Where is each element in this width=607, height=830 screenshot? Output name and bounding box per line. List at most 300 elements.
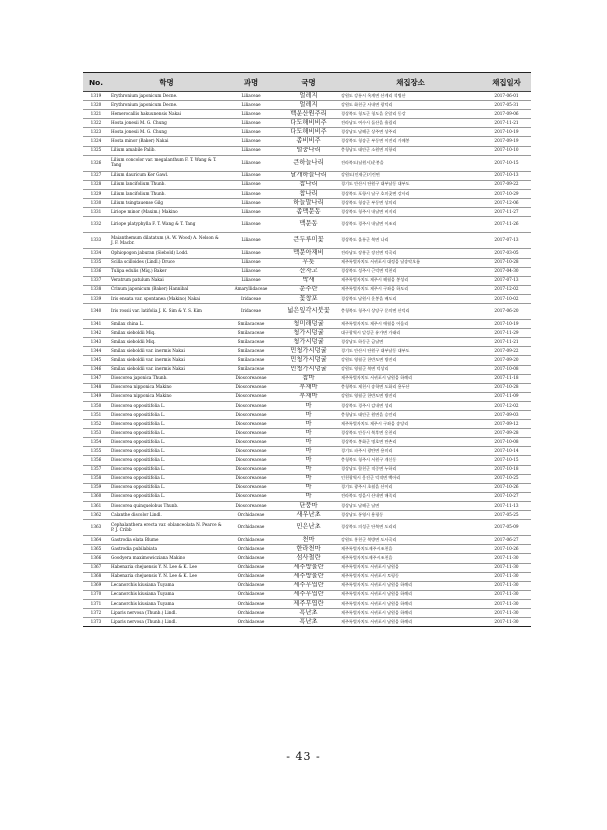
collection-location: 경상북도 청주시 내남면 비지리: [339, 208, 482, 217]
korean-name: 얼레지: [278, 101, 339, 110]
family-name: Orchidaceae: [224, 581, 278, 590]
korean-name: 백운산원추리: [278, 110, 339, 119]
table-row: [83, 276, 531, 285]
family-name: Smilacaceae: [224, 329, 278, 338]
family-name: Orchidaceae: [224, 572, 278, 581]
korean-name: 맥문동: [278, 217, 339, 233]
collection-location: 경기도 파주시 광탄면 용미리: [339, 447, 482, 456]
korean-name: 제주무엽란: [278, 599, 339, 608]
row-number: 1357: [83, 465, 109, 474]
specimen-table-container: [83, 72, 531, 627]
collection-date: 2017-10-28: [482, 383, 531, 392]
family-name: Dioscoreaceae: [224, 474, 278, 483]
family-name: Liliaceae: [224, 119, 278, 128]
korean-name: 넓은잎각시붓꽃: [278, 303, 339, 319]
table-row: [83, 456, 531, 465]
family-name: Smilacaceae: [224, 347, 278, 356]
collection-location: 제주특별자치도 서귀포시 대정읍 남송악오름: [339, 258, 482, 267]
row-number: 1360: [83, 492, 109, 501]
row-number: 1332: [83, 217, 109, 233]
collection-date: 2017-10-02: [482, 294, 531, 303]
scientific-name: Crinum japonicum (Baker) Hannibal: [109, 285, 224, 294]
scientific-name: Lilium lancifolium Thunb.: [109, 189, 224, 198]
scientific-name: Tulipa edulis (Miq.) Baker: [109, 267, 224, 276]
scientific-name: Smilax sieboldii var. inermis Nakai: [109, 356, 224, 365]
collection-date: 2017-09-06: [482, 110, 531, 119]
table-row: [83, 392, 531, 401]
table-row: [83, 171, 531, 180]
row-number: 1351: [83, 411, 109, 420]
row-number: 1319: [83, 92, 109, 101]
scientific-name: Goodyera maximowicziana Makino: [109, 554, 224, 563]
table-row: [83, 501, 531, 510]
scientific-name: Erythronium japonicum Decne.: [109, 101, 224, 110]
scientific-name: Maianthemum dilatatum (A. W. Wood) A. Nelson & J. F. Macbr.: [109, 233, 224, 249]
korean-name: 꽃창포: [278, 294, 339, 303]
table-row: [83, 365, 531, 374]
korean-name: 부채마: [278, 392, 339, 401]
collection-location: 제주특별자치도 제주시 해월읍 봉성리: [339, 276, 482, 285]
family-name: Orchidaceae: [224, 590, 278, 599]
family-name: Liliaceae: [224, 276, 278, 285]
family-name: Iridaceae: [224, 303, 278, 319]
row-number: 1359: [83, 483, 109, 492]
korean-name: 마: [278, 492, 339, 501]
korean-name: 마: [278, 447, 339, 456]
collection-date: 2017-10-25: [482, 474, 531, 483]
collection-date: 2017-10-15: [482, 155, 531, 171]
collection-date: 2017-11-30: [482, 599, 531, 608]
table-row: [83, 189, 531, 198]
family-name: Orchidaceae: [224, 554, 278, 563]
scientific-name: Dioscorea oppositifolia L.: [109, 465, 224, 474]
korean-name: 문주란: [278, 285, 339, 294]
korean-name: 제주방울란: [278, 572, 339, 581]
family-name: Smilacaceae: [224, 320, 278, 329]
collection-location: 경기도 안산시 단원구 대부남동 대부도: [339, 347, 482, 356]
collection-date: 2017-03-05: [482, 249, 531, 258]
collection-location: 제주특별자치도 서귀포시 남원읍 하례리: [339, 581, 482, 590]
collection-location: 제주특별자치도제주시조천읍: [339, 554, 482, 563]
table-row: [83, 180, 531, 189]
collection-location: 강원도 홍천군 북방면 도사곡리: [339, 536, 482, 545]
scientific-name: Dioscorea oppositifolia L.: [109, 456, 224, 465]
collection-location: 경상북도 청송군 부동면 상의리: [339, 199, 482, 208]
specimen-table: [83, 72, 531, 627]
table-row: [83, 119, 531, 128]
scientific-name: Iris rossii var. latifolia J. K. Sim & Y. S. Kim: [109, 303, 224, 319]
korean-name: 산자고: [278, 267, 339, 276]
scientific-name: Lilium tsingtauense Gilg: [109, 199, 224, 208]
collection-date: 2017-09-28: [482, 429, 531, 438]
table-row: [83, 590, 531, 599]
collection-location: 경상북도 청송군 부동면 이전리 가메봉: [339, 137, 482, 146]
scientific-name: Cephalanthera erecta var. oblanceolata N. Pearce & P. J. Cribb: [109, 520, 224, 536]
scientific-name: Lilium dauricum Ker Gawl.: [109, 171, 224, 180]
row-number: 1321: [83, 110, 109, 119]
korean-name: 민청가시덩굴: [278, 356, 339, 365]
collection-date: 2017-11-21: [482, 338, 531, 347]
scientific-name: Dioscorea oppositifolia L.: [109, 411, 224, 420]
collection-location: 경상북도 청도군 청도읍 운암리 동강: [339, 110, 482, 119]
scientific-name: Dioscorea oppositifolia L.: [109, 429, 224, 438]
collection-location: 제주특별자치도 서귀포시 남원읍 하례리: [339, 608, 482, 617]
table-row: [83, 608, 531, 617]
collection-location: 경상북도 의성군 단북면 도리리: [339, 520, 482, 536]
row-number: 1320: [83, 101, 109, 110]
collection-date: 2017-11-18: [482, 374, 531, 383]
collection-location: 경상북도 안동시 북후면 옹천리: [339, 429, 482, 438]
collection-location: 강원도 화천군 사내면 광덕리: [339, 101, 482, 110]
collection-location: 경상북도 포항시 남구 호미곶면 강사리: [339, 189, 482, 198]
collection-date: 2017-11-13: [482, 501, 531, 510]
row-number: 1345: [83, 356, 109, 365]
collection-location: 경상북도 울릉군 북면 나리: [339, 233, 482, 249]
collection-date: 2017-06-01: [482, 92, 531, 101]
family-name: Liliaceae: [224, 137, 278, 146]
table-row: [83, 294, 531, 303]
korean-name: 제주무엽란: [278, 581, 339, 590]
family-name: Orchidaceae: [224, 608, 278, 617]
collection-location: 경상남도 통영시 용평동: [339, 511, 482, 520]
collection-date: 2017-11-30: [482, 618, 531, 627]
row-number: 1354: [83, 438, 109, 447]
table-row: [83, 249, 531, 258]
korean-name: 마: [278, 401, 339, 410]
row-number: 1367: [83, 563, 109, 572]
family-name: Dioscoreaceae: [224, 392, 278, 401]
table-row: [83, 438, 531, 447]
row-number: 1333: [83, 233, 109, 249]
family-name: Dioscoreaceae: [224, 501, 278, 510]
korean-name: 마: [278, 438, 339, 447]
collection-location: 충청북도 청주시 서원구 개신동: [339, 456, 482, 465]
collection-date: 2017-10-18: [482, 465, 531, 474]
collection-location: 인천광역시 옹진군 덕적면 백아리: [339, 474, 482, 483]
family-name: Dioscoreaceae: [224, 383, 278, 392]
scientific-name: Hosta jonesii M. G. Chung: [109, 128, 224, 137]
family-name: Liliaceae: [224, 258, 278, 267]
table-row: [83, 128, 531, 137]
table-row: [83, 474, 531, 483]
family-name: Orchidaceae: [224, 563, 278, 572]
scientific-name: Habenaria chejuensis Y. N. Lee & K. Lee: [109, 563, 224, 572]
table-row: [83, 383, 531, 392]
header-collection-date: 채집일자: [482, 73, 531, 92]
korean-name: 참나리: [278, 180, 339, 189]
table-row: [83, 599, 531, 608]
collection-location: 제주특별자치도 서귀포시 남원읍 하례리: [339, 599, 482, 608]
scientific-name: Dioscorea oppositifolia L.: [109, 438, 224, 447]
scientific-name: Calanthe discolor Lindl.: [109, 511, 224, 520]
collection-location: 경기도 광주시 초월읍 산이리: [339, 483, 482, 492]
family-name: Amaryllidaceae: [224, 285, 278, 294]
family-name: Liliaceae: [224, 217, 278, 233]
collection-location: 경상북도 남원시 운봉읍 배도리: [339, 294, 482, 303]
table-row: [83, 429, 531, 438]
row-number: 1361: [83, 501, 109, 510]
row-number: 1327: [83, 171, 109, 180]
table-row: [83, 420, 531, 429]
collection-location: 강원도(인제군)기린면: [339, 171, 482, 180]
row-number: 1339: [83, 294, 109, 303]
collection-location: 충청북도 제천시 송학면 도화리 용두산: [339, 383, 482, 392]
korean-name: 청가시덩굴: [278, 329, 339, 338]
korean-name: 청가시덩굴: [278, 338, 339, 347]
scientific-name: Liparis nervosa (Thunb.) Lindl.: [109, 608, 224, 617]
collection-date: 2017-07-13: [482, 276, 531, 285]
collection-date: 2017-12-02: [482, 401, 531, 410]
scientific-name: Dioscorea oppositifolia L.: [109, 447, 224, 456]
collection-date: 2017-10-13: [482, 171, 531, 180]
korean-name: 큰하늘나리: [278, 155, 339, 171]
scientific-name: Dioscorea japonica Thunb.: [109, 374, 224, 383]
table-row: [83, 465, 531, 474]
table-row: [83, 258, 531, 267]
family-name: Smilacaceae: [224, 338, 278, 347]
korean-name: 민청가시덩굴: [278, 365, 339, 374]
korean-name: 마: [278, 465, 339, 474]
korean-name: 다도해비비추: [278, 119, 339, 128]
family-name: Smilacaceae: [224, 356, 278, 365]
scientific-name: Dioscorea oppositifolia L.: [109, 492, 224, 501]
collection-location: 전라남도 장흥군 장선면 덕곡리: [339, 249, 482, 258]
collection-date: 2017-09-03: [482, 411, 531, 420]
table-row: [83, 447, 531, 456]
collection-location: 충청북도 청주시 상당구 문의면 산덕리: [339, 303, 482, 319]
table-row: [83, 563, 531, 572]
collection-location: 경상남도 남해군 상주면 상주리: [339, 128, 482, 137]
row-number: 1366: [83, 554, 109, 563]
collection-date: 2017-10-08: [482, 365, 531, 374]
family-name: Iridaceae: [224, 294, 278, 303]
scientific-name: Scilla scilloides (Lindl.) Druce: [109, 258, 224, 267]
collection-location: 제주특별자치도 서귀포시 남원읍 하례리: [339, 374, 482, 383]
table-row: [83, 520, 531, 536]
family-name: Dioscoreaceae: [224, 401, 278, 410]
table-row: [83, 217, 531, 233]
collection-location: 제주특별자치도 제주시 구좌읍 송당리: [339, 420, 482, 429]
table-row: [83, 199, 531, 208]
scientific-name: Lecanorchis kiusiana Tuyama: [109, 599, 224, 608]
family-name: Liliaceae: [224, 101, 278, 110]
collection-date: 2017-11-30: [482, 581, 531, 590]
scientific-name: Erythronium japonicum Decne.: [109, 92, 224, 101]
row-number: 1362: [83, 511, 109, 520]
row-number: 1370: [83, 590, 109, 599]
row-number: 1328: [83, 180, 109, 189]
family-name: Orchidaceae: [224, 520, 278, 536]
family-name: Liliaceae: [224, 128, 278, 137]
korean-name: 참마: [278, 374, 339, 383]
korean-name: 부채마: [278, 383, 339, 392]
row-number: 1352: [83, 420, 109, 429]
row-number: 1353: [83, 429, 109, 438]
collection-date: 2017-12-02: [482, 285, 531, 294]
table-row: [83, 101, 531, 110]
collection-date: 2017-12-06: [482, 199, 531, 208]
family-name: Dioscoreaceae: [224, 447, 278, 456]
table-row: [83, 347, 531, 356]
collection-location: 전라북도(남원시)운봉읍: [339, 155, 482, 171]
row-number: 1342: [83, 329, 109, 338]
korean-name: 새우난초: [278, 511, 339, 520]
table-row: [83, 545, 531, 554]
collection-date: 2017-09-19: [482, 137, 531, 146]
scientific-name: Gastrodia elata Blume: [109, 536, 224, 545]
korean-name: 마: [278, 420, 339, 429]
row-number: 1322: [83, 119, 109, 128]
row-number: 1356: [83, 456, 109, 465]
row-number: 1368: [83, 572, 109, 581]
korean-name: 단풍마: [278, 501, 339, 510]
table-row: [83, 285, 531, 294]
row-number: 1372: [83, 608, 109, 617]
collection-date: 2017-10-15: [482, 456, 531, 465]
collection-date: 2017-11-26: [482, 217, 531, 233]
korean-name: 맥문아재비: [278, 249, 339, 258]
collection-location: 제주특별자치도제주시조천읍: [339, 545, 482, 554]
korean-name: 마: [278, 411, 339, 420]
row-number: 1369: [83, 581, 109, 590]
family-name: Orchidaceae: [224, 511, 278, 520]
korean-name: 흑난초: [278, 618, 339, 627]
collection-date: 2017-09-22: [482, 347, 531, 356]
table-row: [83, 554, 531, 563]
table-row: [83, 411, 531, 420]
scientific-name: Lecanorchis kiusiana Tuyama: [109, 581, 224, 590]
table-row: [83, 401, 531, 410]
family-name: Dioscoreaceae: [224, 492, 278, 501]
table-row: [83, 137, 531, 146]
korean-name: 털중나리: [278, 146, 339, 155]
collection-location: 제주특별자치도 서귀포시 남원읍 하례리: [339, 590, 482, 599]
collection-location: 경상북도 경주시 감내면 성리: [339, 401, 482, 410]
table-row: [83, 581, 531, 590]
collection-location: 강원도 영월군 한반도면 방진리: [339, 392, 482, 401]
collection-date: 2017-11-21: [482, 119, 531, 128]
collection-date: 2017-10-26: [482, 483, 531, 492]
family-name: Liliaceae: [224, 180, 278, 189]
collection-location: 경상남도 남해군 남면: [339, 501, 482, 510]
table-row: [83, 155, 531, 171]
scientific-name: Smilax sieboldii var. inermis Nakai: [109, 365, 224, 374]
table-row: [83, 146, 531, 155]
row-number: 1324: [83, 137, 109, 146]
korean-name: 박새: [278, 276, 339, 285]
scientific-name: Dioscorea nipponica Makino: [109, 383, 224, 392]
collection-date: 2017-09-12: [482, 420, 531, 429]
family-name: Dioscoreaceae: [224, 374, 278, 383]
table-row: [83, 356, 531, 365]
family-name: Orchidaceae: [224, 545, 278, 554]
korean-name: 좀맥문동: [278, 208, 339, 217]
row-number: 1371: [83, 599, 109, 608]
collection-location: 강원도 영월군 북면 덕상리: [339, 365, 482, 374]
collection-date: 2017-05-09: [482, 520, 531, 536]
row-number: 1373: [83, 618, 109, 627]
collection-date: 2017-11-30: [482, 590, 531, 599]
row-number: 1347: [83, 374, 109, 383]
korean-name: 민청가시덩굴: [278, 347, 339, 356]
header-family: 과명: [224, 73, 278, 92]
family-name: Dioscoreaceae: [224, 465, 278, 474]
collection-date: 2017-06-20: [482, 303, 531, 319]
row-number: 1344: [83, 347, 109, 356]
scientific-name: Habenaria chejuensis Y. N. Lee & K. Lee: [109, 572, 224, 581]
collection-location: 경상남도 하동군 금남면: [339, 338, 482, 347]
family-name: Dioscoreaceae: [224, 456, 278, 465]
korean-name: 좀비비추: [278, 137, 339, 146]
collection-location: 경상북도 경주시 내남면 이조리: [339, 217, 482, 233]
scientific-name: Ophiopogon jaburan (Siebold) Lodd.: [109, 249, 224, 258]
table-row: [83, 572, 531, 581]
collection-date: 2017-10-19: [482, 320, 531, 329]
collection-date: 2017-09-20: [482, 356, 531, 365]
scientific-name: Lecanorchis kiusiana Tuyama: [109, 590, 224, 599]
korean-name: 무릇: [278, 258, 339, 267]
family-name: Smilacaceae: [224, 365, 278, 374]
header-korean-name: 국명: [278, 73, 339, 92]
collection-date: 2017-06-27: [482, 536, 531, 545]
table-row: [83, 303, 531, 319]
collection-date: 2017-11-30: [482, 554, 531, 563]
row-number: 1350: [83, 401, 109, 410]
family-name: Dioscoreaceae: [224, 420, 278, 429]
row-number: 1341: [83, 320, 109, 329]
korean-name: 다도해비비추: [278, 128, 339, 137]
korean-name: 한라천마: [278, 545, 339, 554]
collection-date: 2017-11-27: [482, 208, 531, 217]
scientific-name: Liparis nervosa (Thunb.) Lindl.: [109, 618, 224, 627]
collection-date: 2017-04-30: [482, 267, 531, 276]
collection-date: 2017-10-28: [482, 258, 531, 267]
row-number: 1326: [83, 155, 109, 171]
family-name: Liliaceae: [224, 155, 278, 171]
collection-location: 제주특별자치도 서귀포시 남원읍 하례리: [339, 618, 482, 627]
collection-date: 2017-11-09: [482, 392, 531, 401]
collection-location: 충청남도 태안군 소원면 의항리: [339, 146, 482, 155]
collection-date: 2017-05-25: [482, 511, 531, 520]
row-number: 1338: [83, 285, 109, 294]
collection-date: 2017-11-29: [482, 329, 531, 338]
collection-location: 경상북도 성주시 근덕면 덕천리: [339, 267, 482, 276]
row-number: 1358: [83, 474, 109, 483]
row-number: 1340: [83, 303, 109, 319]
collection-date: 2017-11-30: [482, 608, 531, 617]
table-row: [83, 233, 531, 249]
collection-date: 2017-09-22: [482, 180, 531, 189]
korean-name: 민은난초: [278, 520, 339, 536]
collection-location: 제주특별자치도 제주시 애월읍 어음리: [339, 320, 482, 329]
korean-name: 참나리: [278, 189, 339, 198]
scientific-name: Dioscorea oppositifolia L.: [109, 474, 224, 483]
page-number: - 43 -: [286, 750, 321, 763]
table-row: [83, 320, 531, 329]
family-name: Dioscoreaceae: [224, 438, 278, 447]
korean-name: 얼레지: [278, 92, 339, 101]
scientific-name: Lilium amabile Palib.: [109, 146, 224, 155]
scientific-name: Smilax china L.: [109, 320, 224, 329]
collection-location: 대구광역시 달성군 유가면 가태리: [339, 329, 482, 338]
family-name: Liliaceae: [224, 199, 278, 208]
scientific-name: Iris ensata var. spontanea (Makino) Nakai: [109, 294, 224, 303]
row-number: 1343: [83, 338, 109, 347]
row-number: 1349: [83, 392, 109, 401]
collection-location: 강원도 영월군 한반도면 방진리: [339, 356, 482, 365]
korean-name: 마: [278, 456, 339, 465]
family-name: Orchidaceae: [224, 536, 278, 545]
